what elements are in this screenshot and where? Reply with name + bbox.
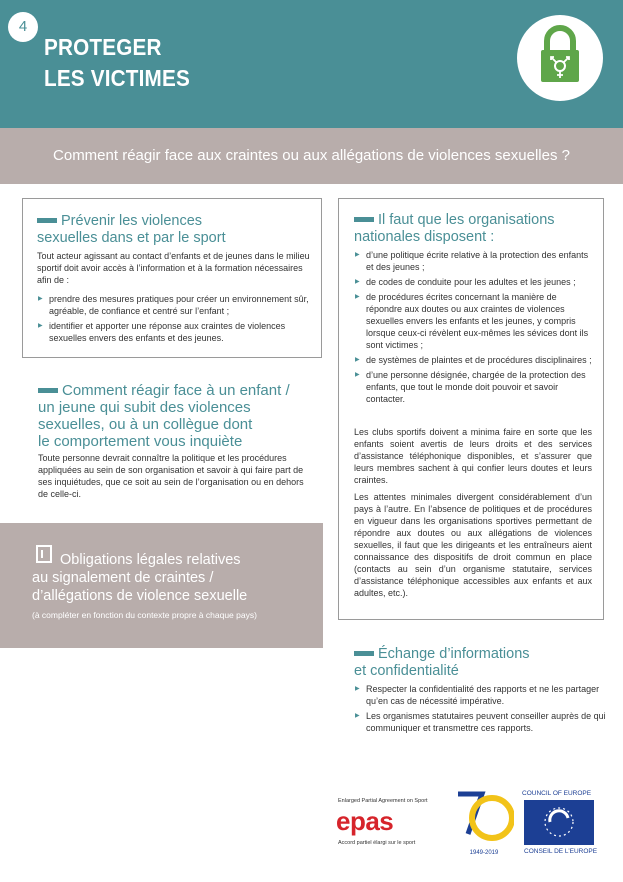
national-title-line2: nationales disposent : — [354, 229, 495, 245]
list-item: ▶ d’une personne désignée, chargée de la protection des enfants, que tout le monde doit pouvoir et savoir contacter. — [354, 369, 592, 405]
legal-title-line1: Obligations légales relatives — [60, 552, 241, 568]
coe-label-en: COUNCIL OF EUROPE — [522, 790, 592, 797]
title-bar — [38, 388, 58, 393]
list-item: ▶ Respecter la confidentialité des rapports et ne les partager qu’en cas de nécessité impérative. — [354, 683, 606, 707]
exchange-list — [354, 683, 606, 737]
epas-tagline: Enlarged Partial Agreement on Sport — [338, 798, 428, 804]
list-item: ▶ de procédures écrites concernant la manière de répondre aux doutes ou aux craintes de violences sexuelles envers les enfants et les jeunes, y compris lorsque ceux-ci révèlent eux-mêmes les sévices dont ils sont victimes ; — [354, 291, 592, 351]
exchange-title-line1: Échange d’informations — [378, 646, 530, 662]
coe-flag — [524, 800, 594, 845]
list-item: ▶ de systèmes de plaintes et de procédures disciplinaires ; — [354, 354, 592, 366]
book-icon — [36, 545, 52, 563]
national-list — [354, 249, 592, 408]
national-title — [354, 212, 594, 246]
page-title-line2: LES VICTIMES — [44, 65, 190, 91]
national-paragraph1: Les clubs sportifs doivent a minima faire en sorte que les enfants soient avertis de leurs droits et des services d’assistance téléphonique disponibles, et s’assurer que leurs membres sachent à qui confier leurs doutes et leurs craintes. — [354, 427, 592, 485]
list-item: ▶ de codes de conduite pour les adultes et les jeunes ; — [354, 276, 592, 288]
title-bar — [37, 218, 57, 223]
legal-title — [32, 551, 320, 605]
header-band — [0, 0, 623, 128]
footer-logos — [336, 788, 606, 860]
legal-band — [0, 523, 323, 648]
page-title — [44, 32, 190, 94]
react-title-line2: un jeune qui subit des violences — [38, 399, 251, 416]
lock-gender-icon — [517, 15, 603, 101]
list-item: ▶ d’une politique écrite relative à la protection des enfants et des jeunes ; — [354, 249, 592, 273]
page-title-line1: PROTEGER — [44, 34, 162, 60]
list-item: ▶ Les organismes statutaires peuvent conseiller auprès de qui communiquer et transmettre ces rapports. — [354, 710, 606, 734]
national-title-line1: Il faut que les organisations — [378, 212, 555, 228]
prevent-intro: Tout acteur agissant au contact d’enfants et de jeunes dans le milieu sportif doit avoir accès à l’information et à la formation nécessaires afin de : — [37, 251, 310, 285]
seventy-years-logo — [454, 788, 514, 858]
epas-subtitle: Accord partiel élargi sur le sport — [338, 840, 416, 846]
prevent-title-line2: sexuelles dans et par le sport — [37, 230, 226, 246]
exchange-title — [354, 646, 604, 680]
page-number-badge: 4 — [8, 12, 38, 42]
prevent-box — [22, 198, 322, 358]
national-paragraph2: Les attentes minimales divergent considérablement d’un pays à l’autre. En l’absence de politiques et de procédures en vigueur dans les organisations sportives permettant de répondre aux doutes ou aux allégations de violences sexuelles, il faut que les dirigeants et les entraîneurs aient connaissance des dispositifs de droit commun en place (contacts au sein d’un organisme statutaire, services d’assistance téléphonique accessibles aux enfants et aux adultes, etc.). — [354, 492, 592, 598]
lock-badge — [517, 15, 603, 101]
react-title-line4: le comportement vous inquiète — [38, 433, 243, 450]
list-item: ▶ identifier et apporter une réponse aux craintes de violences sexuelles envers des enfants et des jeunes. — [37, 320, 315, 344]
legal-title-line2: au signalement de craintes / — [32, 570, 214, 586]
legal-title-line3: d’allégations de violence sexuelle — [32, 588, 248, 604]
subhead-band — [0, 128, 623, 184]
coe-stars-icon — [524, 800, 594, 845]
title-bar — [354, 651, 374, 656]
seventy-years-text: 1949-2019 — [469, 850, 499, 856]
react-title-line3: sexuelles, ou à un collègue dont — [38, 416, 253, 433]
prevent-title-line1: Prévenir les violences — [61, 213, 203, 229]
exchange-title-line2: et confidentialité — [354, 663, 459, 679]
react-title — [38, 382, 318, 450]
title-bar — [354, 217, 374, 222]
prevent-list — [37, 293, 315, 347]
react-text: Toute personne devrait connaître la politique et les procédures appliquées au sein de son organisation et savoir à qui faire part de ses inquiétudes, que ce soit au sein de l’organisation ou en dehors de celle-ci. — [38, 453, 304, 499]
list-item: ▶ prendre des mesures pratiques pour créer un environnement sûr, agréable, de confiance et centré sur l’enfant ; — [37, 293, 315, 317]
subhead-question: Comment réagir face aux craintes ou aux allégations de violences sexuelles ? — [53, 147, 570, 164]
react-title-line1: Comment réagir face à un enfant / — [62, 382, 290, 399]
national-box — [338, 198, 604, 620]
legal-note: (à compléter en fonction du contexte propre à chaque pays) — [32, 610, 257, 620]
coe-label-fr: CONSEIL DE L’EUROPE — [524, 848, 598, 855]
prevent-title — [37, 213, 317, 247]
epas-logo: epas — [336, 806, 394, 836]
